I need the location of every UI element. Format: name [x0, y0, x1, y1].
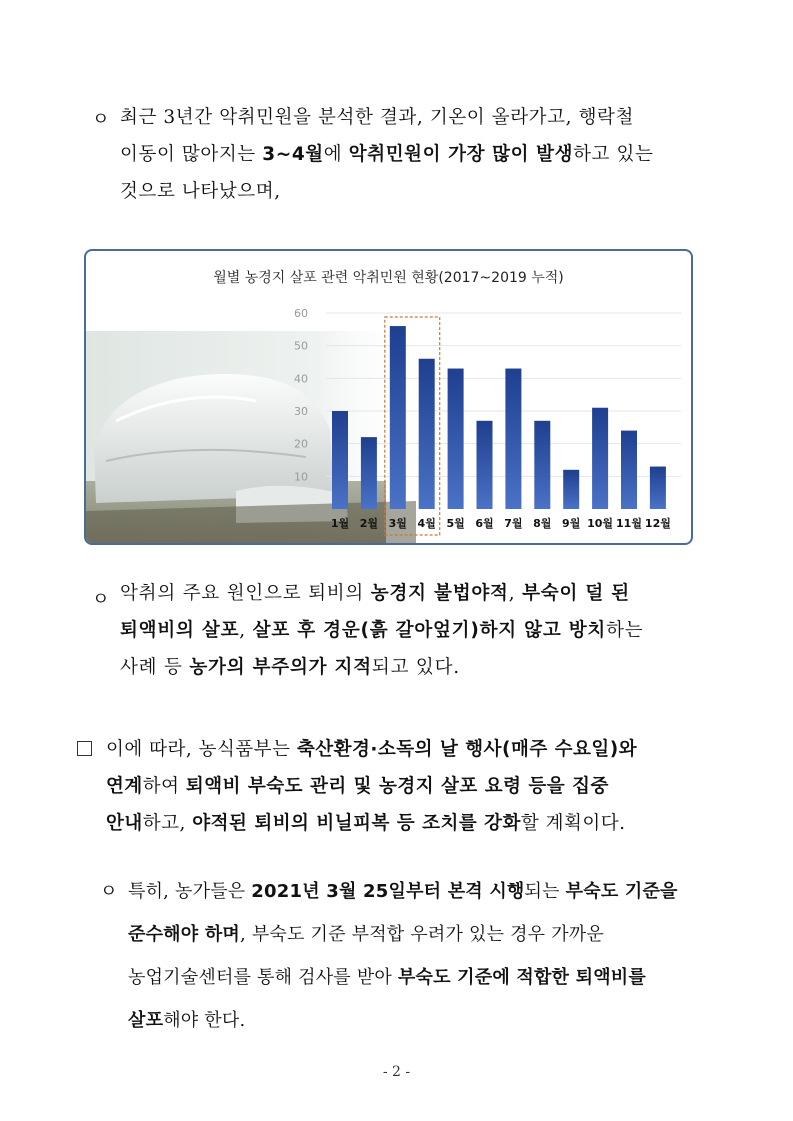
bar-4	[419, 359, 435, 509]
bold-run: 준수해야 하며	[128, 924, 240, 945]
x-tick-label: 8월	[533, 517, 552, 530]
text-run: 하는	[606, 620, 644, 641]
x-tick-label: 9월	[562, 517, 581, 530]
square-bullet	[77, 741, 92, 756]
para2-bullet: ㅇ	[92, 589, 110, 610]
text-run: 하여	[142, 776, 186, 797]
bar-11	[621, 431, 637, 509]
text-line	[120, 136, 720, 173]
x-tick-label: 6월	[475, 517, 494, 530]
bold-run: 살포 후 경운(흙 갈아엎기)하지 않고 방치	[252, 620, 607, 641]
text-line	[120, 99, 720, 136]
text-run: , 부숙도 기준 부적합 우려가 있는 경우 가까운	[240, 924, 604, 945]
text-run: 할 계획이다.	[520, 813, 626, 834]
x-tick-label: 4월	[417, 517, 436, 530]
para4-text	[128, 870, 728, 1042]
text-run: 것으로 나타났으며,	[120, 181, 281, 202]
text-line	[128, 913, 728, 956]
x-tick-label: 3월	[388, 517, 407, 530]
bold-run: 부숙도 기준에 적합한 퇴액비를	[397, 967, 646, 988]
bold-run: 축산환경·소독의 날 행사(매주 수요일)와	[296, 739, 638, 760]
para2-text	[120, 575, 720, 686]
x-tick-label: 5월	[446, 517, 465, 530]
x-tick-label: 2월	[359, 517, 379, 530]
bar-9	[563, 470, 579, 509]
chart-svg	[86, 251, 691, 543]
text-run: 되는	[524, 881, 566, 902]
bar-3	[390, 326, 406, 509]
chart-title: 월별 농경지 살포 관련 악취민원 현황(2017~2019 누적)	[213, 270, 564, 286]
x-tick-label: 12월	[644, 517, 671, 530]
text-run: 농업기술센터를 통해 검사를 받아	[128, 967, 398, 988]
bar-10	[592, 408, 608, 509]
bold-run: 퇴액비의 살포	[120, 620, 240, 641]
text-run: 최근 3년간 악취민원을 분석한 결과, 기온이 올라가고, 행락철	[120, 107, 635, 128]
bar-1	[332, 411, 348, 509]
bold-run: 퇴액비 부숙도 관리 및 농경지 살포 요령 등을 집중	[185, 776, 609, 797]
text-run: 하고 있는	[573, 144, 654, 165]
text-line	[106, 805, 726, 842]
x-tick-label: 11월	[616, 517, 642, 530]
x-tick-label: 1월	[330, 517, 350, 530]
bar-7	[505, 369, 521, 509]
text-line	[120, 649, 720, 686]
text-run: 해야 한다.	[163, 1010, 246, 1031]
text-run: 이에 따라, 농식품부는	[106, 739, 297, 760]
text-line	[120, 173, 720, 210]
bold-run: 농경지 불법야적	[370, 583, 509, 604]
text-line	[128, 956, 728, 999]
text-run: 사례 등	[120, 657, 190, 678]
text-line	[120, 612, 720, 649]
bold-run: 야적된 퇴비의 비닐피복 등 조치를 강화	[192, 813, 521, 834]
text-run: 되고 있다.	[371, 657, 460, 678]
para4-bullet: ㅇ	[100, 881, 118, 902]
text-line	[106, 768, 726, 805]
text-run: 에	[323, 144, 349, 165]
bar-6	[477, 421, 493, 509]
y-tick-label: 30	[294, 405, 308, 418]
text-run: 하고,	[142, 813, 193, 834]
bold-run: 악취민원이 가장 많이 발생	[348, 144, 574, 165]
text-run: 악취의 주요 원인으로 퇴비의	[120, 583, 371, 604]
chart-panel	[84, 249, 693, 545]
bold-run: 안내	[106, 813, 143, 834]
bold-run: 농가의 부주의가 지적	[189, 657, 372, 678]
text-line	[120, 575, 720, 612]
para3-text	[106, 731, 726, 842]
x-tick-label: 7월	[504, 517, 523, 530]
text-line	[128, 999, 728, 1042]
bold-run: 살포	[128, 1010, 164, 1031]
bar-12	[650, 467, 666, 509]
bar-5	[448, 369, 464, 509]
background-photo	[86, 331, 416, 543]
para1-bullet: ㅇ	[92, 109, 110, 130]
para1-text	[120, 99, 720, 210]
bar-2	[361, 437, 377, 509]
y-tick-label: 60	[294, 307, 308, 320]
page-number: - 2 -	[382, 1064, 411, 1080]
bold-run: 3~4월	[262, 144, 324, 165]
text-run: ,	[239, 620, 253, 641]
y-tick-label: 50	[294, 339, 308, 353]
x-tick-label: 10월	[587, 517, 614, 530]
bold-run: 부숙이 덜 된	[522, 583, 630, 604]
bold-run: 연계	[106, 776, 143, 797]
y-tick-label: 40	[294, 372, 308, 386]
text-run: ,	[508, 583, 523, 604]
text-run: 이동이 많아지는	[120, 144, 263, 165]
text-line	[106, 731, 726, 768]
bold-run: 부숙도 기준을	[565, 881, 678, 902]
bold-run: 2021년 3월 25일부터 본격 시행	[251, 881, 525, 902]
text-line	[128, 870, 728, 913]
y-tick-label: 10	[294, 470, 308, 484]
text-run: 특히, 농가들은	[128, 881, 252, 902]
y-tick-label: 20	[294, 437, 308, 451]
bar-8	[534, 421, 550, 509]
